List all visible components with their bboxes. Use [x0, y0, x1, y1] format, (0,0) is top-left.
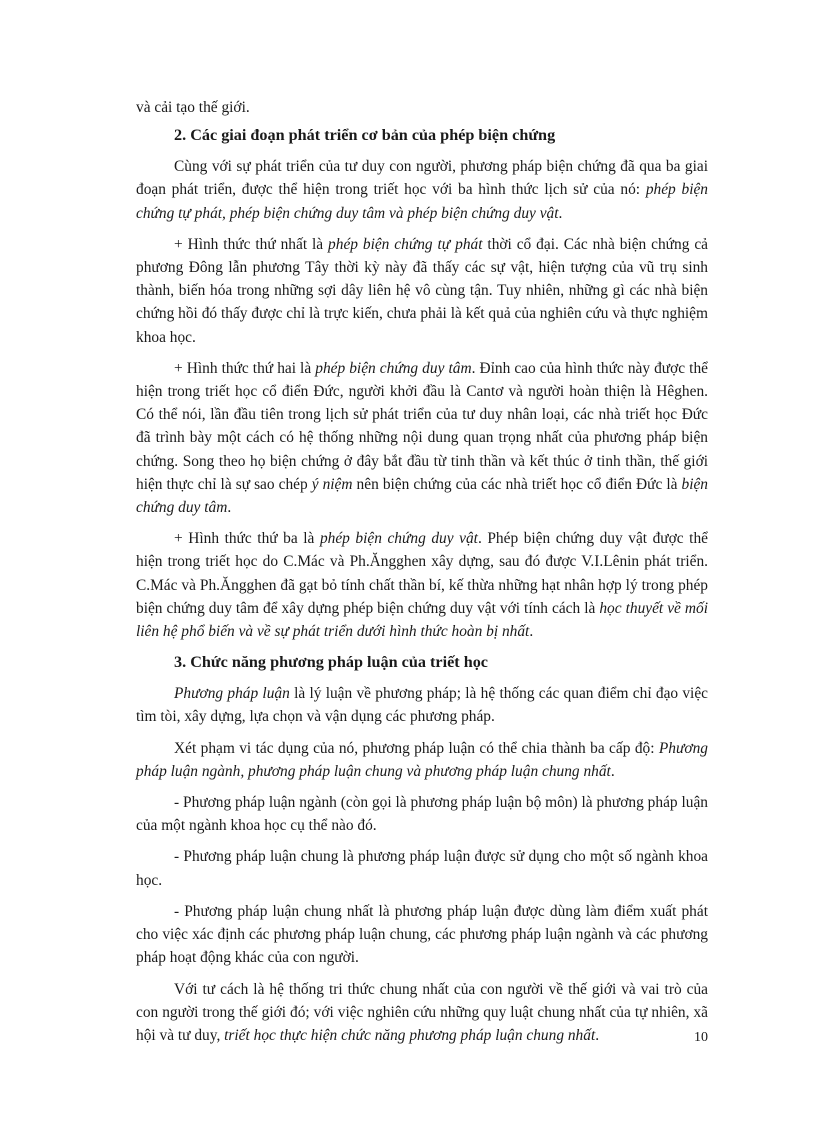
section-2-paragraph-4 — [136, 527, 708, 643]
section-3-paragraph-3: - Phương pháp luận ngành (còn gọi là phương pháp luận bộ môn) là phương pháp luận của một ngành khoa học cụ thể nào đó. — [136, 794, 708, 835]
s2p2-rest: thời cổ đại. Các nhà biện chứng cả phương Đông lẫn phương Tây thời kỳ này đã thấy các sự vật, hiện tượng của vũ trụ sinh thành, biến hóa trong những sợi dây liên hệ vô cùng tận. Tuy nhiên, những gì các nhà biện chứng hồi đó thấy được chỉ là trực kiến, chưa phải là kết quả của nghiên cứu và thực nghiệm khoa học. — [136, 235, 708, 346]
s2p3-emphasis-2: ý niệm — [311, 475, 353, 493]
s3p2-text: Xét phạm vi tác dụng của nó, phương pháp luận có thể chia thành ba cấp độ: — [174, 739, 659, 757]
s2p1-text: Cùng với sự phát triển của tư duy con người, phương pháp biện chứng đã qua ba giai đoạn phát triển, được thể hiện trong triết học với ba hình thức lịch sử của nó: — [136, 158, 708, 199]
section-3-paragraph-4: - Phương pháp luận chung là phương pháp luận được sử dụng cho một số ngành khoa học. — [136, 848, 708, 889]
section-3-paragraph-5: - Phương pháp luận chung nhất là phương pháp luận được dùng làm điểm xuất phát cho việc xác định các phương pháp luận chung, các phương pháp luận ngành và các phương pháp hoạt động khác của con người. — [136, 902, 708, 967]
intro-fragment — [136, 96, 708, 119]
s2p4-mid: . Phép biện chứng duy vật được thể hiện trong triết học do C.Mác và Ph.Ăngghen xây dựng, sau đó được V.I.Lênin phát triển. C.Mác và Ph.Ăngghen đã gạt bỏ tính chất thần bí, kế thừa những hạt nhân hợp lý trong phép biện chứng duy tâm để xây dựng phép biện chứng duy vật với tính cách là — [136, 530, 708, 617]
section-2-heading: 2. Các giai đoạn phát triển cơ bản của phép biện chứng — [174, 126, 556, 145]
s2p1-emphasis: phép biện chứng tự phát, phép biện chứng duy tâm và phép biện chứng duy vật — [136, 181, 708, 222]
s3p6-end: . — [595, 1026, 600, 1044]
section-3-paragraph-6 — [136, 978, 708, 1048]
s2p3-end: . — [227, 499, 232, 517]
s2p3-mid-2: nên biện chứng của các nhà triết học cổ điển Đức là — [352, 475, 682, 493]
s3p2-emphasis: Phương pháp luận ngành, phương pháp luận chung và phương pháp luận chung nhất — [136, 739, 708, 780]
s2p4-end: . — [529, 623, 534, 641]
s3p1-emphasis: Phương pháp luận — [174, 685, 290, 703]
s3p6-emphasis: triết học thực hiện chức năng phương pháp luận chung nhất — [224, 1026, 596, 1044]
page-number: 10 — [694, 1030, 708, 1045]
section-3-paragraph-2 — [136, 737, 708, 783]
s2p2-start: + Hình thức thứ nhất là — [174, 235, 329, 253]
s2p4-start: + Hình thức thứ ba là — [174, 530, 320, 548]
s2p2-emphasis: phép biện chứng tự phát — [328, 235, 483, 253]
s3p1-rest: là lý luận về phương pháp; là hệ thống các quan điểm chỉ đạo việc tìm tòi, xây dựng, lựa chọn và vận dụng các phương pháp. — [136, 685, 708, 726]
s3p6-text: Với tư cách là hệ thống tri thức chung nhất của con người về thế giới và vai trò của con người trong thế giới đó; với việc nghiên cứu những quy luật chung nhất của tự nhiên, xã hội và tư duy, — [136, 980, 708, 1044]
s2p1-end: . — [558, 204, 563, 222]
s2p3-mid-1: . Đỉnh cao của hình thức này được thể hiện trong triết học cổ điển Đức, người khởi đầu là Cantơ và người hoàn thiện là Hêghen. Có thể nói, lần đầu tiên trong lịch sử phát triển của tư duy nhân loại, các nhà triết học Đức đã trình bày một cách có hệ thống những nội dung quan trọng nhất của phương pháp biện chứng. Song theo họ biện chứng ở đây bắt đầu từ tinh thần và kết thúc ở tinh thần, thế giới hiện thực chỉ là sự sao chép — [136, 359, 708, 493]
page-body — [136, 96, 708, 1055]
section-2-paragraph-1 — [136, 155, 708, 225]
section-3-heading: 3. Chức năng phương pháp luận của triết học — [174, 653, 488, 672]
section-2-paragraph-3 — [136, 357, 708, 519]
s2p3-emphasis-3: biện chứng duy tâm — [136, 475, 708, 517]
s2p4-emphasis-1: phép biện chứng duy vật — [319, 530, 478, 548]
section-3-paragraph-1 — [136, 682, 708, 728]
intro-fragment-text: và cải tạo thế giới. — [136, 99, 250, 116]
s2p3-start: + Hình thức thứ hai là — [174, 359, 316, 377]
s2p4-emphasis-2: học thuyết về mối liên hệ phổ biến và về sự phát triển dưới hình thức hoàn bị nhất — [136, 599, 708, 641]
s3p2-end: . — [610, 762, 615, 780]
s2p3-emphasis-1: phép biện chứng duy tâm — [315, 359, 472, 377]
section-2-paragraph-2 — [136, 233, 708, 349]
